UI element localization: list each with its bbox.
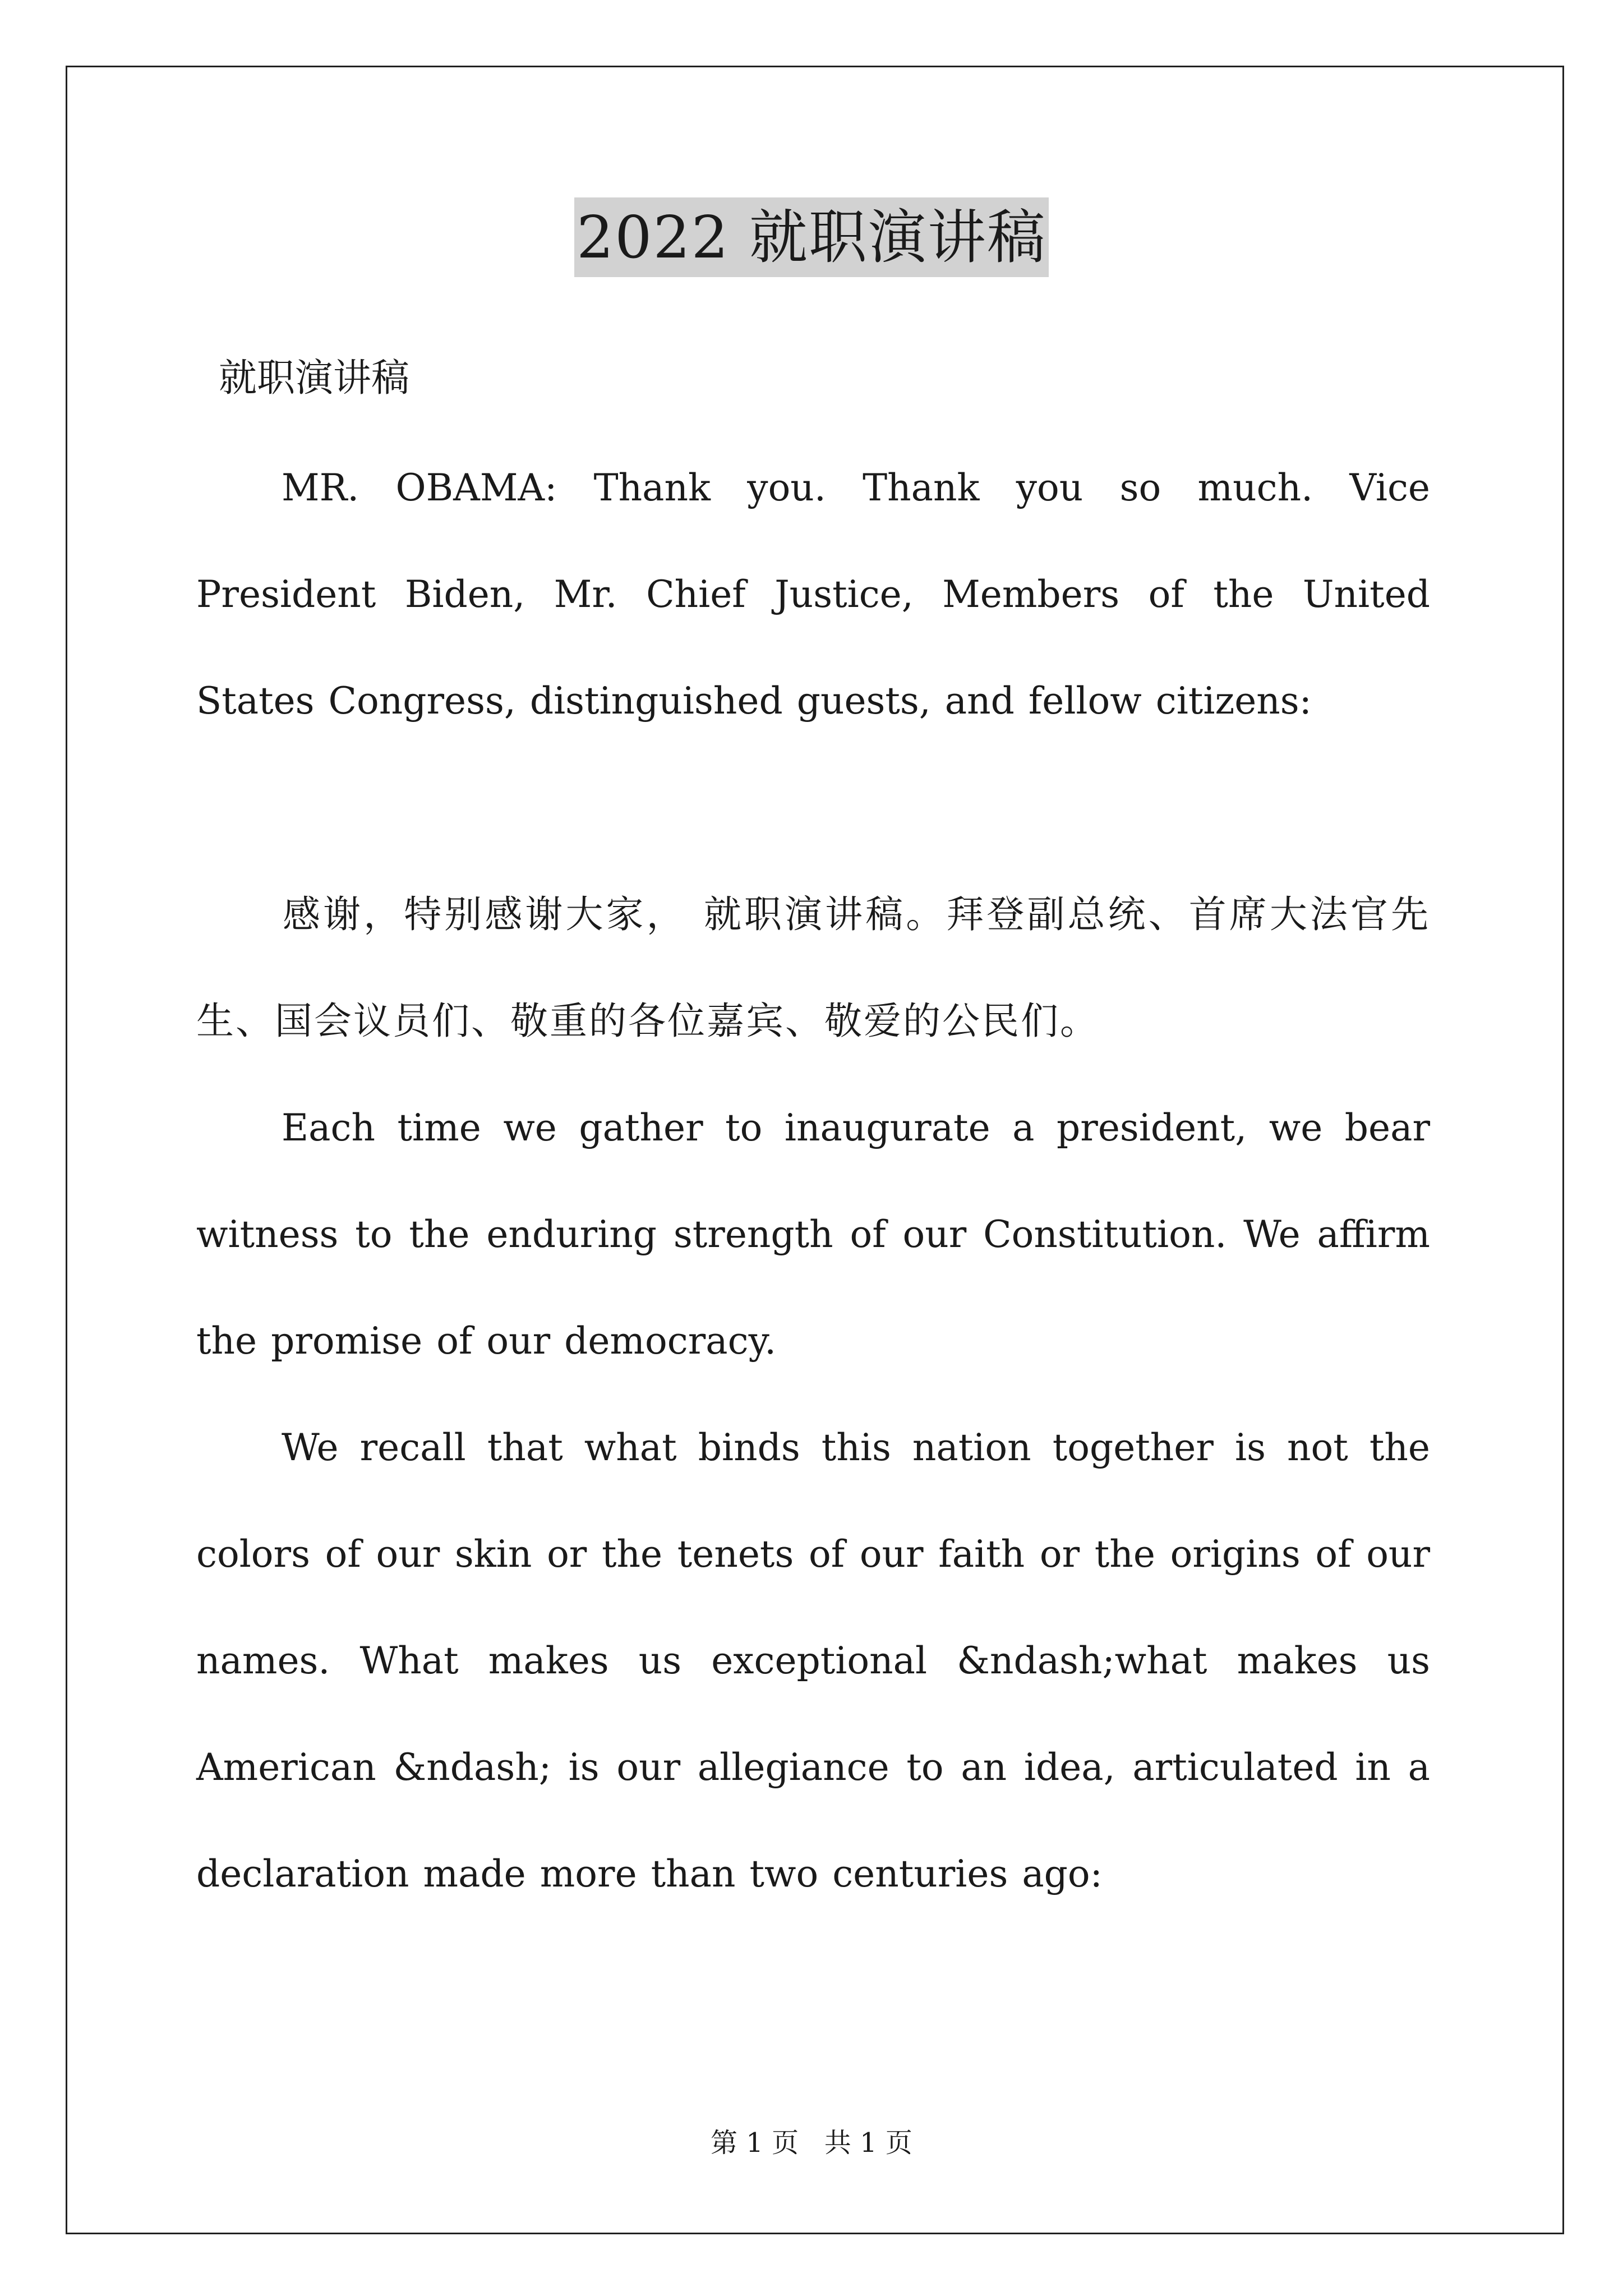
paragraph-english-greeting — [196, 435, 1430, 754]
page-number: 第 1 页 共 1 页 — [711, 2127, 912, 2159]
paragraph-text: Each time we gather to inaugurate a president, we bear witness to the enduring strength of our Constitution. We affirm the promise of our democracy. — [196, 1106, 1430, 1363]
paragraph-text: We recall that what binds this nation together is not the colors of our skin or the tenets of our faith or the origins of our names. What makes us exceptional &ndash;what makes us American &ndash; is our allegiance to an idea, articulated in a declaration made more than two centuries ago: — [196, 1426, 1430, 1895]
document-title: 2022 就职演讲稿 — [574, 197, 1049, 277]
paragraph-text: 感谢，特别感谢大家， 就职演讲稿。拜登副总统、首席大法官先生、国会议员们、敬重的各位嘉宾、敬爱的公民们。 — [196, 892, 1430, 1043]
paragraph-text: MR. OBAMA: Thank you. Thank you so much. Vice President Biden, Mr. Chief Justice, Members of the United States Congress, distinguished guests, and fellow citizens: — [196, 466, 1430, 723]
title-container — [0, 197, 1623, 277]
paragraph-constitution — [196, 1075, 1430, 1395]
paragraph-allegiance — [196, 1395, 1430, 1927]
document-subtitle: 就职演讲稿 — [219, 356, 410, 401]
paragraph-chinese-greeting — [196, 861, 1430, 1074]
